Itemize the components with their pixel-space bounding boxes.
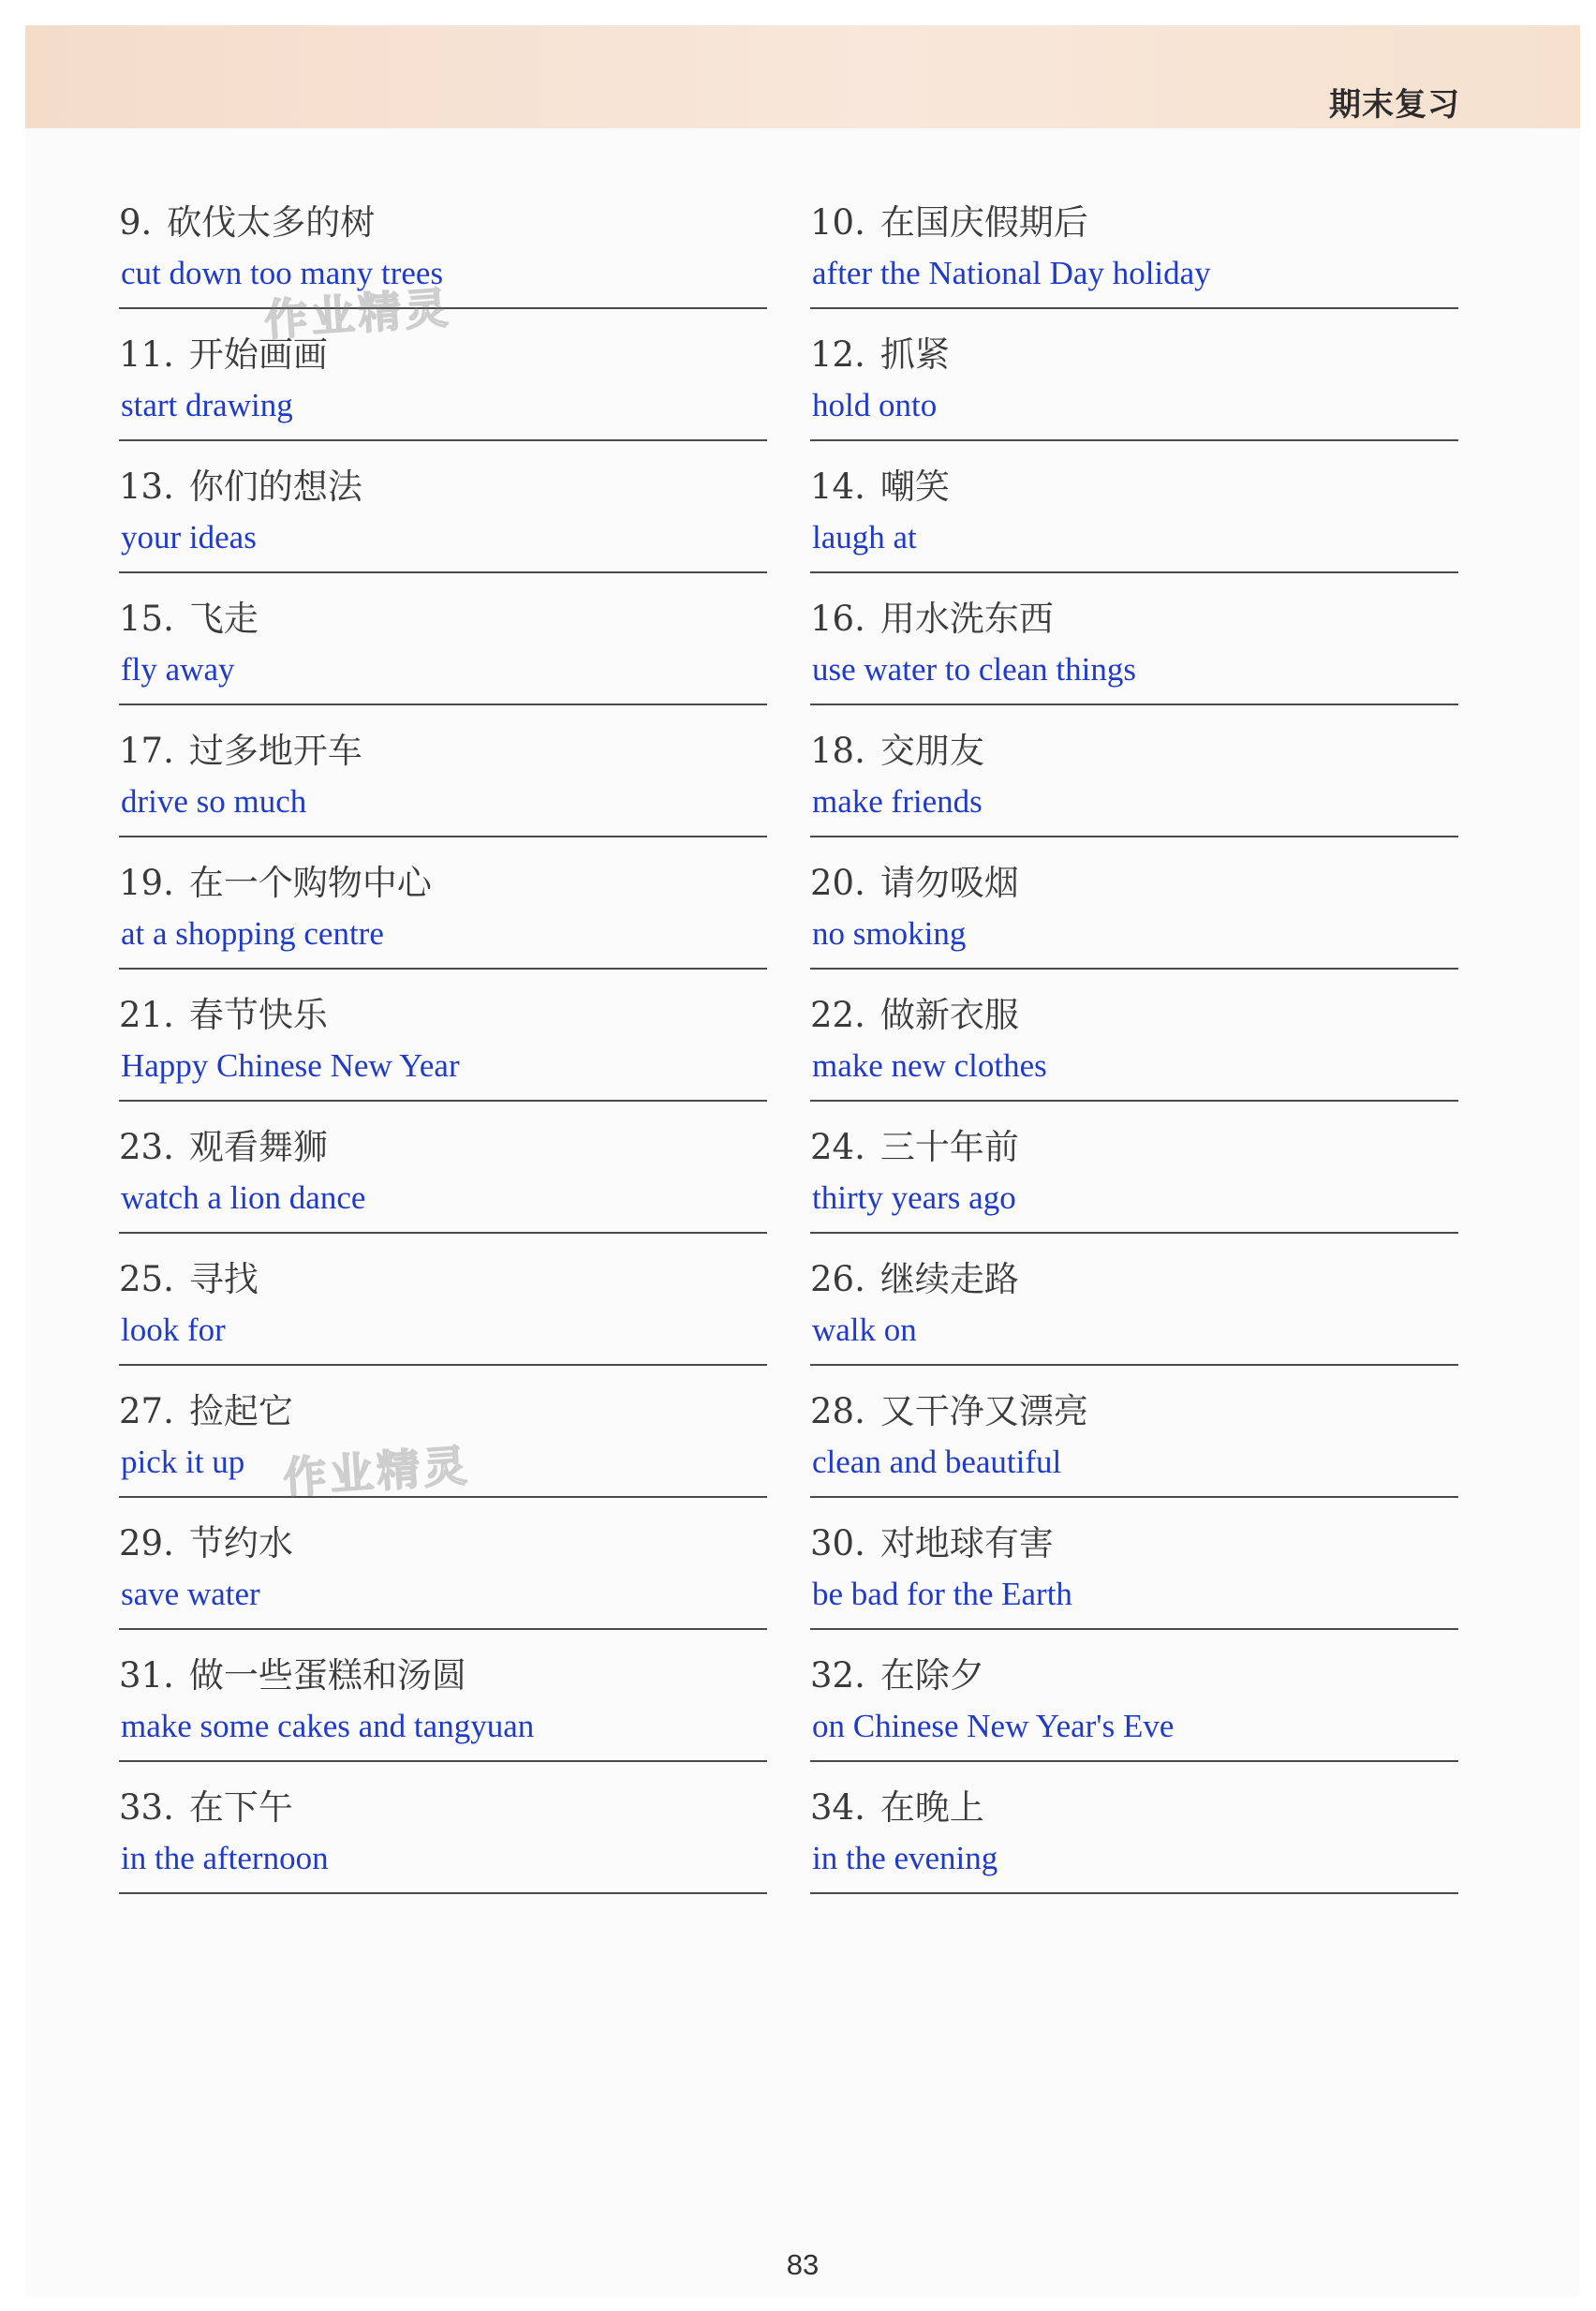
item-number: 9. (119, 202, 153, 243)
chinese-prompt (119, 722, 362, 773)
chinese-text: 做新衣服 (879, 995, 1019, 1035)
vocab-item (119, 557, 767, 689)
chinese-text: 在晚上 (879, 1787, 984, 1828)
chinese-text: 观看舞狮 (188, 1127, 328, 1167)
english-answer: start drawing (121, 387, 293, 423)
watermark-logo: 作业精灵 (262, 282, 453, 346)
chinese-prompt (119, 194, 375, 244)
item-number: 27. (119, 1391, 174, 1431)
item-number: 12. (810, 334, 865, 375)
item-number: 20. (810, 863, 865, 903)
item-number: 25. (119, 1259, 174, 1299)
vocab-item (810, 1218, 1458, 1350)
vocab-item (810, 1350, 1458, 1482)
chinese-prompt (810, 1118, 1019, 1169)
english-answer: cut down too many trees (121, 255, 444, 291)
item-number: 19. (119, 863, 174, 903)
english-answer: pick it up (121, 1444, 245, 1480)
chinese-prompt (810, 1779, 984, 1830)
vocabulary-grid (119, 161, 1486, 1878)
chinese-text: 过多地开车 (188, 731, 362, 771)
chinese-text: 节约水 (188, 1523, 293, 1563)
chinese-text: 做一些蛋糕和汤圆 (188, 1655, 466, 1696)
item-number: 22. (810, 995, 865, 1035)
chinese-text: 在除夕 (879, 1655, 984, 1696)
section-title: 期末复习 (1329, 86, 1460, 124)
english-answer: make friends (812, 783, 983, 820)
item-number: 11. (119, 334, 174, 375)
watermark-logo: 作业精灵 (281, 1440, 472, 1504)
english-answer: hold onto (812, 387, 938, 423)
item-number: 24. (810, 1127, 865, 1167)
vocab-item (810, 1614, 1458, 1746)
vocab-item (810, 1086, 1458, 1218)
vocab-item (810, 689, 1458, 822)
item-number: 14. (810, 467, 865, 507)
item-number: 18. (810, 731, 865, 771)
answer-line (810, 1892, 1458, 1894)
chinese-prompt (119, 1779, 293, 1830)
english-answer: after the National Day holiday (812, 255, 1211, 291)
english-answer: at a shopping centre (121, 915, 384, 952)
chinese-prompt (810, 326, 950, 377)
page (25, 25, 1580, 2297)
vocab-item (810, 1482, 1458, 1614)
chinese-prompt (119, 590, 259, 641)
vocab-item (810, 425, 1458, 557)
english-answer: no smoking (812, 915, 967, 952)
chinese-text: 寻找 (188, 1259, 259, 1299)
chinese-text: 你们的想法 (188, 467, 362, 507)
chinese-text: 在国庆假期后 (879, 202, 1088, 243)
vocab-item (119, 1218, 767, 1350)
english-answer: on Chinese New Year's Eve (812, 1708, 1175, 1744)
chinese-text: 开始画画 (188, 334, 328, 375)
chinese-prompt (810, 1251, 1019, 1301)
vocab-item (119, 954, 767, 1086)
item-number: 28. (810, 1391, 865, 1431)
chinese-text: 请勿吸烟 (879, 863, 1019, 903)
chinese-prompt (810, 194, 1088, 244)
item-number: 13. (119, 467, 174, 507)
vocab-item (810, 557, 1458, 689)
item-number: 16. (810, 599, 865, 639)
chinese-prompt (810, 590, 1054, 641)
english-answer: save water (121, 1576, 260, 1612)
chinese-prompt (119, 854, 432, 905)
chinese-prompt (810, 854, 1019, 905)
item-number: 15. (119, 599, 174, 639)
chinese-text: 又干净又漂亮 (879, 1391, 1088, 1431)
item-number: 10. (810, 202, 865, 243)
chinese-text: 抓紧 (879, 334, 950, 375)
chinese-prompt (119, 458, 362, 509)
chinese-prompt (119, 1118, 328, 1169)
english-answer: in the evening (812, 1840, 998, 1876)
chinese-prompt (119, 1515, 293, 1565)
vocab-item (119, 1614, 767, 1746)
english-answer: make some cakes and tangyuan (121, 1708, 535, 1744)
chinese-text: 在下午 (188, 1787, 293, 1828)
chinese-prompt (810, 986, 1019, 1037)
vocab-item (810, 161, 1458, 293)
item-number: 32. (810, 1655, 865, 1696)
vocab-item (810, 822, 1458, 954)
item-number: 31. (119, 1655, 174, 1696)
item-number: 21. (119, 995, 174, 1035)
chinese-prompt (810, 722, 984, 773)
english-answer: use water to clean things (812, 651, 1137, 688)
english-answer: clean and beautiful (812, 1444, 1062, 1480)
chinese-prompt (119, 1251, 259, 1301)
chinese-text: 对地球有害 (879, 1523, 1054, 1563)
header-band (25, 25, 1580, 128)
english-answer: in the afternoon (121, 1840, 329, 1876)
chinese-text: 用水洗东西 (879, 599, 1054, 639)
english-answer: walk on (812, 1311, 917, 1348)
chinese-text: 捡起它 (188, 1391, 293, 1431)
english-answer: look for (121, 1311, 226, 1348)
chinese-text: 继续走路 (879, 1259, 1019, 1299)
vocab-item (810, 954, 1458, 1086)
chinese-text: 三十年前 (879, 1127, 1019, 1167)
english-answer: make new clothes (812, 1047, 1047, 1084)
chinese-text: 嘲笑 (879, 467, 950, 507)
english-answer: drive so much (121, 783, 307, 820)
item-number: 17. (119, 731, 174, 771)
item-number: 29. (119, 1523, 174, 1563)
chinese-prompt (810, 1383, 1088, 1433)
chinese-prompt (810, 1647, 984, 1697)
item-number: 34. (810, 1787, 865, 1828)
english-answer: your ideas (121, 519, 257, 556)
chinese-prompt (119, 1383, 293, 1433)
page-number: 83 (786, 2248, 820, 2281)
chinese-text: 在一个购物中心 (188, 863, 432, 903)
chinese-text: 春节快乐 (188, 995, 328, 1035)
item-number: 23. (119, 1127, 174, 1167)
answer-line (119, 1892, 767, 1894)
chinese-prompt (810, 1515, 1054, 1565)
english-answer: be bad for the Earth (812, 1576, 1072, 1612)
item-number: 30. (810, 1523, 865, 1563)
vocab-item (119, 1086, 767, 1218)
chinese-prompt (810, 458, 950, 509)
vocab-item (810, 1746, 1458, 1878)
item-number: 26. (810, 1259, 865, 1299)
chinese-text: 飞走 (188, 599, 259, 639)
item-number: 33. (119, 1787, 174, 1828)
vocab-item (119, 822, 767, 954)
chinese-prompt (119, 986, 328, 1037)
vocab-item (119, 425, 767, 557)
english-answer: thirty years ago (812, 1179, 1016, 1216)
english-answer: watch a lion dance (121, 1179, 366, 1216)
chinese-text: 砍伐太多的树 (167, 202, 376, 243)
english-answer: fly away (121, 651, 235, 688)
english-answer: Happy Chinese New Year (121, 1047, 460, 1084)
vocab-item (119, 1746, 767, 1878)
vocab-item (119, 1482, 767, 1614)
vocab-item (810, 293, 1458, 425)
chinese-text: 交朋友 (879, 731, 984, 771)
english-answer: laugh at (812, 519, 917, 556)
chinese-prompt (119, 1647, 466, 1697)
vocab-item (119, 689, 767, 822)
